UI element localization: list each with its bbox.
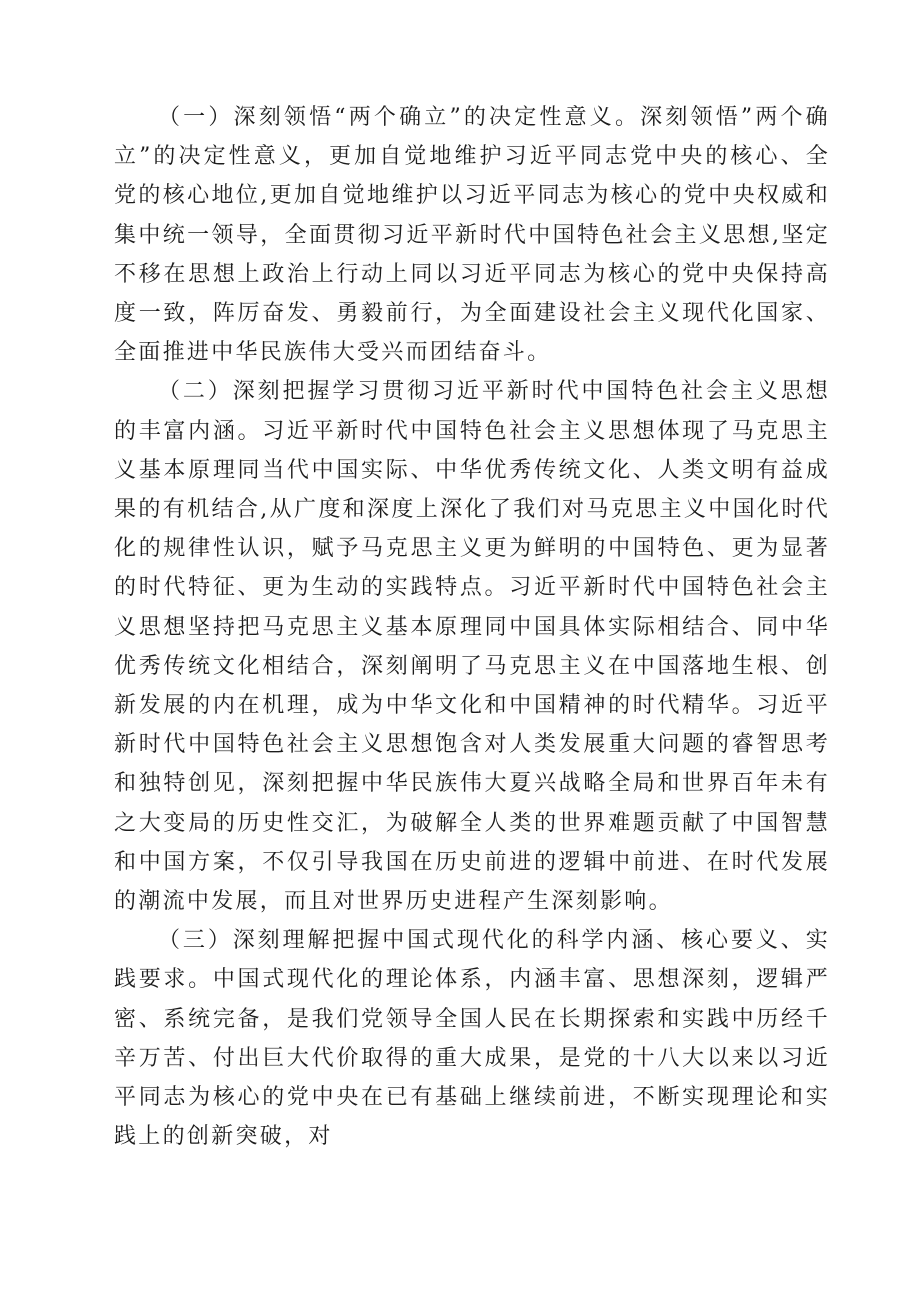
- paragraph-1: （一）深刻领悟“两个确立”的决定性意义。深刻领悟”两个确立”的决定性意义，更加自觉地维护习近平同志党中央的核心、全党的核心地位,更加自觉地维护以习近平同志为核心的党中央权威和集中统一领导，全面贯彻习近平新时代中国特色社会主义思想,坚定不移在思想上政治上行动上同以习近平同志为核心的党中央保持高度一致，阵厉奋发、勇毅前行，为全面建设社会主义现代化国家、全面推进中华民族伟大受兴而团结奋斗。: [114, 105, 830, 366]
- paragraph-2: （二）深刻把握学习贯彻习近平新时代中国特色社会主义思想的丰富内涵。习近平新时代中国特色社会主义思想体现了马克思主义基本原理同当代中国实际、中华优秀传统文化、人类文明有益成果的有机结合,从广度和深度上深化了我们对马克思主义中国化时代化的规律性认识，赋予马克思主义更为鲜明的中国特色、更为显著的时代特征、更为生动的实践特点。习近平新时代中国特色社会主义思想坚持把马克思主义基本原理同中国具体实际相结合、同中华优秀传统文化相结合，深刻阐明了马克思主义在中国落地生根、创新发展的内在机理，成为中华文化和中国精神的时代精华。习近平新时代中国特色社会主义思想饱含对人类发展重大问题的睿智思考和独特创见，深刻把握中华民族伟大夏兴战略全局和世界百年未有之大变局的历史性交汇，为破解全人类的世界难题贡献了中国智慧和中国方案，不仅引导我国在历史前进的逻辑中前进、在时代发展的潮流中发展，而且对世界历史进程产生深刻影响。: [114, 379, 830, 915]
- paragraph-3: （三）深刻理解把握中国式现代化的科学内涵、核心要义、实践要求。中国式现代化的理论体系，内涵丰富、思想深刻，逻辑严密、系统完备，是我们党领导全国人民在长期探索和实践中历经千辛万苦、付出巨大代价取得的重大成果，是党的十八大以来以习近平同志为核心的党中央在已有基础上继续前进，不断实现理论和实践上的创新突破，对: [114, 928, 830, 1150]
- document-body: [114, 98, 830, 1156]
